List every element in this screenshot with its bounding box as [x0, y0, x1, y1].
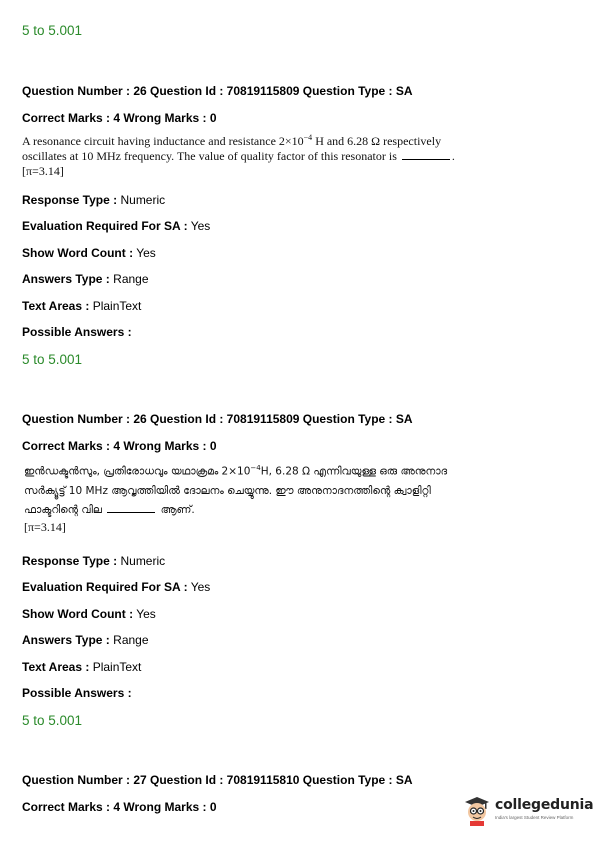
q2-question-text: ഇൻഡക്ടൻസും, പ്രതിരോധവും യഥാക്രമം $2\times 10^{-4}H$, 6.28 Ω എന്നിവയുള്ള ഒരു അനുനാദ സർക്യൂട്ട് 10 MHz ആവൃത്തിയിൽ ദോലനം ചെയ്യുന്നു. ഈ അനുനാദനത്തിന്റെ ക്വാളിറ്റി ഫാക്ടറിന്റെ വില ആണ്. [π=3.14]	[24, 459, 464, 535]
q1-response-type: Response Type : Numeric	[22, 193, 166, 207]
collegedunia-logo[interactable]	[461, 794, 594, 828]
q1-header: Question Number : 26 Question Id : 70819115809 Question Type : SA	[22, 84, 413, 98]
q2-answers-type: Answers Type : Range	[22, 633, 149, 647]
pi-note: [π=3.14]	[24, 519, 66, 534]
q2-answer: 5 to 5.001	[22, 713, 83, 728]
q1-word-count: Show Word Count : Yes	[22, 246, 156, 260]
q3-marks: Correct Marks : 4 Wrong Marks : 0	[22, 800, 217, 814]
answer-blank	[402, 150, 450, 160]
q1-possible-answers-label: Possible Answers :	[22, 325, 132, 339]
q2-marks: Correct Marks : 4 Wrong Marks : 0	[22, 439, 217, 453]
q1-evaluation: Evaluation Required For SA : Yes	[22, 219, 211, 233]
q1-marks: Correct Marks : 4 Wrong Marks : 0	[22, 111, 217, 125]
q1-text-areas: Text Areas : PlainText	[22, 299, 142, 313]
q1-answers-type: Answers Type : Range	[22, 272, 149, 286]
graduate-mascot-icon	[461, 794, 493, 826]
answer-top: 5 to 5.001	[22, 23, 83, 38]
q2-possible-answers-label: Possible Answers :	[22, 686, 132, 700]
q1-answer: 5 to 5.001	[22, 352, 83, 367]
q2-word-count: Show Word Count : Yes	[22, 607, 156, 621]
q2-evaluation: Evaluation Required For SA : Yes	[22, 580, 211, 594]
q2-response-type: Response Type : Numeric	[22, 554, 166, 568]
answer-blank	[107, 503, 155, 513]
logo-wordmark: collegedunia	[495, 797, 594, 813]
logo-tagline: India's largest Student Review Platform	[495, 815, 574, 820]
q2-text-areas: Text Areas : PlainText	[22, 660, 142, 674]
q1-question-text: A resonance circuit having inductance and resistance $2\times 10^{-4}$ H and 6.28 Ω respectively oscillates at 10 MHz frequency. The value of quality factor of this resonator is . [π=3.14]	[22, 130, 462, 179]
q2-header: Question Number : 26 Question Id : 70819115809 Question Type : SA	[22, 412, 413, 426]
pi-note: [π=3.14]	[22, 164, 64, 178]
q3-header: Question Number : 27 Question Id : 70819115810 Question Type : SA	[22, 773, 413, 787]
